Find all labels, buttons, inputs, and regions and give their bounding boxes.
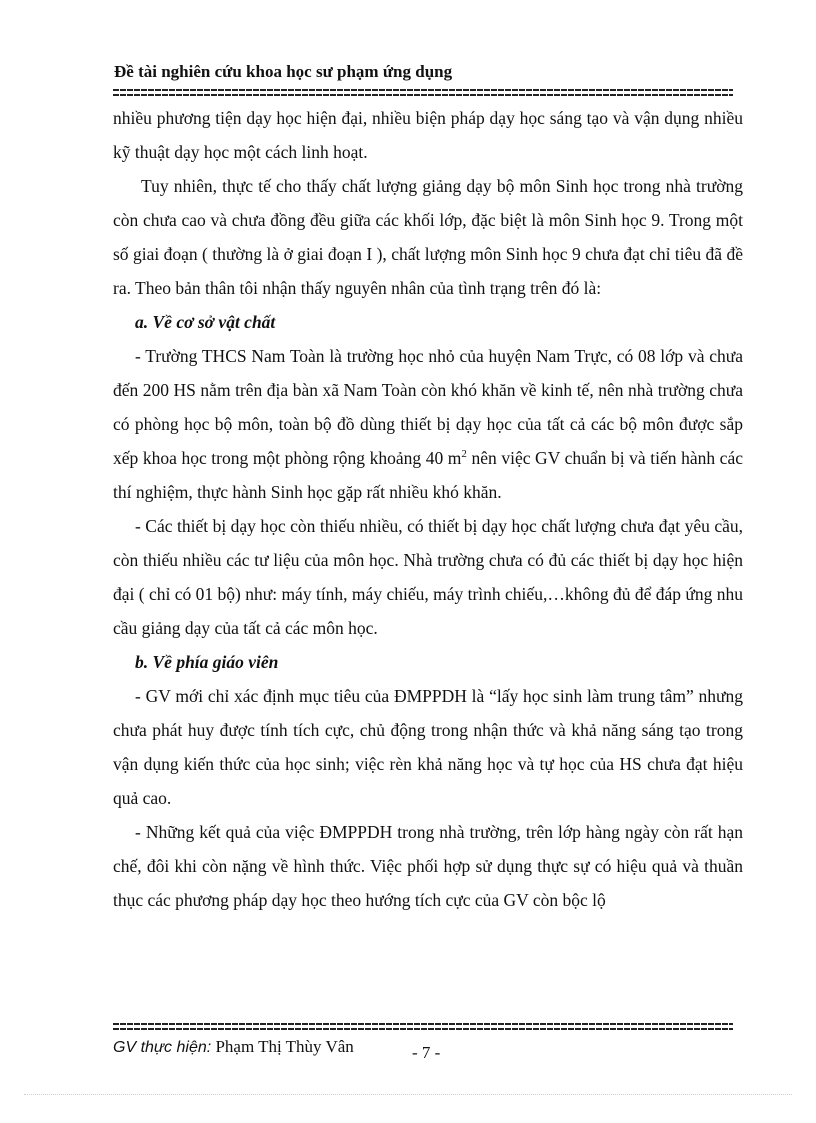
page-bottom-edge bbox=[24, 1094, 792, 1095]
superscript-squared: 2 bbox=[461, 448, 467, 461]
section-heading-a: a. Về cơ sở vật chất bbox=[135, 312, 276, 332]
document-body bbox=[113, 101, 743, 917]
paragraph-continuation: nhiều phương tiện dạy học hiện đại, nhiều biện pháp dạy học sáng tạo và vận dụng nhiều kỹ thuật dạy học một cách linh hoạt. bbox=[113, 108, 743, 162]
section-heading-b: b. Về phía giáo viên bbox=[135, 652, 279, 672]
document-header-title: Đề tài nghiên cứu khoa học sư phạm ứng dụng bbox=[114, 62, 453, 81]
paragraph-facilities-text: - Trường THCS Nam Toàn là trường học nhỏ của huyện Nam Trực, có 08 lớp và chưa đến 200 HS nằm trên địa bàn xã Nam Toàn còn khó khăn về kinh tế, nên nhà trường chưa có phòng học bộ môn, toàn bộ đồ dùng thiết bị dạy học của tất cả các bộ môn được sắp xếp khoa học trong một phòng rộng khoảng 40 m bbox=[113, 346, 743, 468]
paragraph-facilities-text-end: nên việc GV chuẩn bị và tiến hành các thí nghiệm, thực hành Sinh học gặp rất nhiều khó khăn. bbox=[113, 448, 743, 502]
paragraph-results: - Những kết quả của việc ĐMPPDH trong nhà trường, trên lớp hàng ngày còn rất hạn chế, đôi khi còn nặng về hình thức. Việc phối hợp sử dụng thực sự có hiệu quả và thuần thục các phương pháp dạy học theo hướng tích cực của GV còn bộc lộ bbox=[113, 822, 743, 910]
footer-divider bbox=[113, 1023, 733, 1030]
page-number: - 7 - bbox=[412, 1043, 441, 1062]
header-divider bbox=[113, 89, 733, 96]
footer-author-name: Phạm Thị Thùy Vân bbox=[211, 1037, 354, 1056]
paragraph-teachers: - GV mới chỉ xác định mục tiêu của ĐMPPDH là “lấy học sinh làm trung tâm” nhưng chưa phát huy được tính tích cực, chủ động trong nhận thức và khả năng sáng tạo trong vận dụng kiến thức của học sinh; việc rèn khả năng học và tự học của HS chưa đạt hiệu quả cao. bbox=[113, 686, 743, 808]
footer-label: GV thực hiện: bbox=[113, 1039, 212, 1056]
paragraph-facilities bbox=[113, 339, 743, 509]
paragraph-overview: Tuy nhiên, thực tế cho thấy chất lượng giảng dạy bộ môn Sinh học trong nhà trường còn chưa cao và chưa đồng đều giữa các khối lớp, đặc biệt là môn Sinh học 9. Trong một số giai đoạn ( thường là ở giai đoạn I ), chất lượng môn Sinh học 9 chưa đạt chỉ tiêu đã đề ra. Theo bản thân tôi nhận thấy nguyên nhân của tình trạng trên đó là: bbox=[113, 176, 743, 298]
footer-author bbox=[113, 1037, 354, 1057]
paragraph-equipment: - Các thiết bị dạy học còn thiếu nhiều, có thiết bị dạy học chất lượng chưa đạt yêu cầu, còn thiếu nhiều các tư liệu của môn học. Nhà trường chưa có đủ các thiết bị dạy học hiện đại ( chỉ có 01 bộ) như: máy tính, máy chiếu, máy trình chiếu,…không đủ để đáp ứng nhu cầu giảng dạy của tất cả các môn học. bbox=[113, 516, 743, 638]
